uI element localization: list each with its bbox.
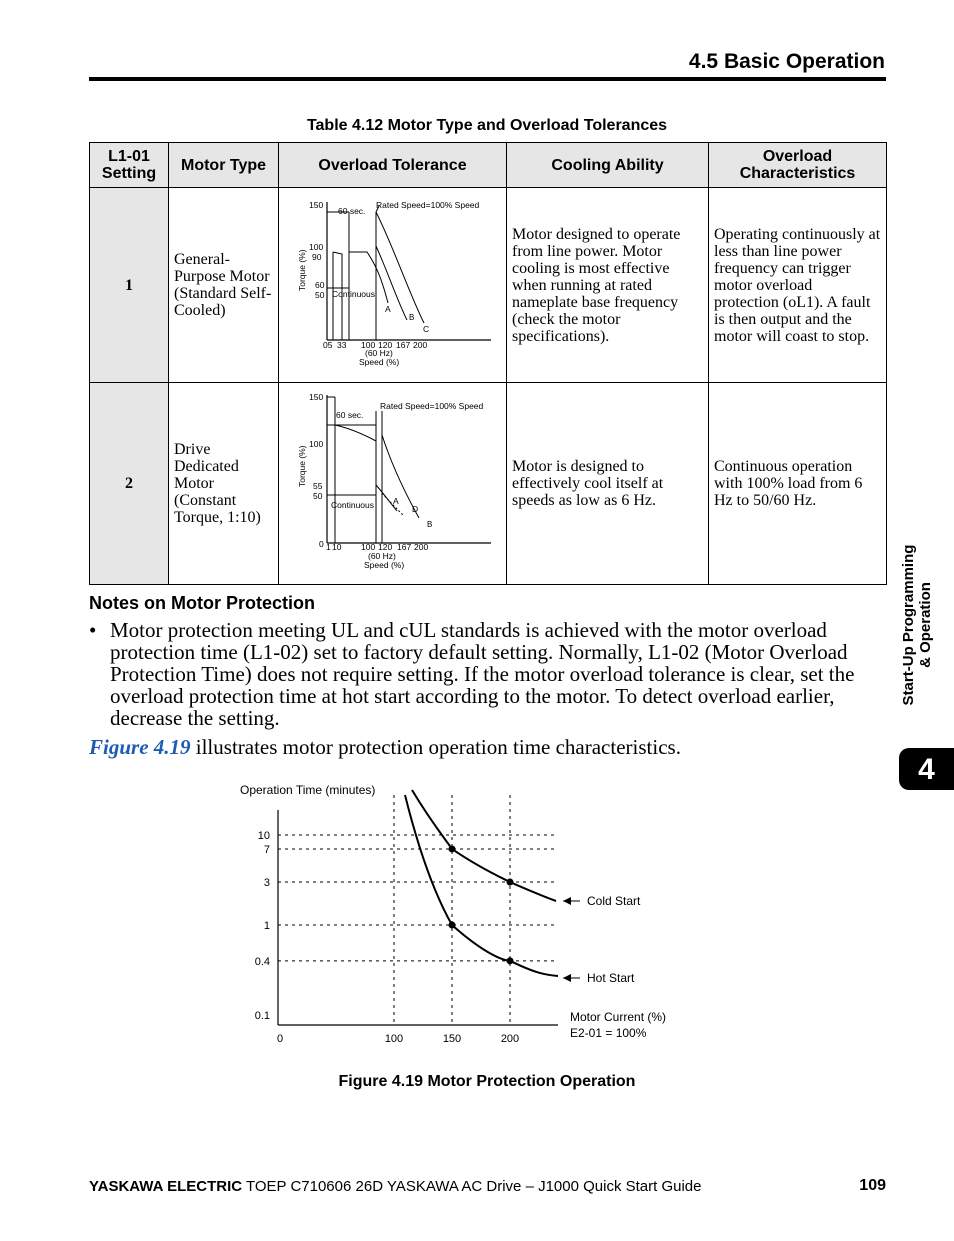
curve-label-a: A — [385, 304, 391, 314]
curve-label-c: C — [423, 324, 430, 334]
x-tick-label: 120 — [378, 340, 393, 350]
chart-y-ticks — [255, 830, 270, 1022]
x-axis-label: Speed (%) — [364, 560, 405, 570]
table-caption: Table 4.12 Motor Type and Overload Tolerances — [306, 117, 668, 134]
y-tick-label: 0.1 — [254, 1010, 270, 1022]
curve-label-b: B — [427, 520, 433, 529]
overload-tolerance-graph-1 — [279, 188, 507, 378]
x-tick-label: 100 — [361, 340, 376, 350]
x-tick-label: 200 — [413, 340, 428, 350]
motor-type-cell: General-Purpose Motor (Standard Self-Cooled) — [169, 188, 279, 383]
overload-characteristics-cell: Continuous operation with 100% load from 6 Hz to 50/60 Hz. — [709, 383, 887, 585]
y-tick-label: 100 — [309, 439, 324, 449]
table-row — [90, 188, 887, 383]
setting-value: 2 — [90, 383, 169, 585]
x-tick-label: 33 — [337, 340, 347, 350]
y-tick-label: 1 — [263, 920, 270, 932]
curve-60s — [335, 425, 376, 441]
cooling-ability-cell: Motor designed to operate from line power. Motor cooling is most effective when running at rated nameplate base frequency (check the motor specifications). — [507, 188, 709, 383]
y-tick-label: 100 — [309, 242, 324, 252]
chapter-tab[interactable]: 4 — [899, 748, 954, 790]
col-header-setting: L1-01 Setting — [90, 143, 169, 188]
footer-text — [89, 1178, 702, 1195]
time-label: 60 sec. — [338, 206, 366, 216]
x-tick-label: 200 — [414, 542, 429, 552]
chart-grid — [278, 795, 558, 1025]
setting-value: 1 — [90, 188, 169, 383]
table-row — [90, 383, 887, 585]
footer-doc: TOEP C710606 26D YASKAWA AC Drive – J1000 Quick Start Guide — [245, 1178, 702, 1195]
x-sub-label: (60 Hz) — [365, 348, 393, 358]
chart-y-title: Operation Time (minutes) — [240, 783, 376, 797]
figure-caption: Figure 4.19 Motor Protection Operation — [338, 1073, 636, 1090]
cold-start-label: Cold Start — [587, 894, 641, 908]
motor-protection-chart — [230, 775, 710, 1050]
x-tick-label: 100 — [361, 542, 376, 552]
y-tick-label: 60 — [315, 280, 325, 290]
chapter-side-title-line-2: & Operation — [917, 582, 934, 668]
x-sub-label: (60 Hz) — [368, 551, 396, 561]
chart-x-ticks — [277, 1033, 519, 1045]
overload-tolerance-graph-2 — [279, 383, 507, 580]
motor-type-cell: Drive Dedicated Motor (Constant Torque, 1:10) — [169, 383, 279, 585]
x-tick-label: 167 — [397, 542, 412, 552]
col-header-cooling-ability: Cooling Ability — [507, 143, 709, 188]
x-tick-label: 150 — [442, 1033, 462, 1045]
chapter-side-title-line-1: Start-Up Programming — [900, 544, 917, 706]
col-header-overload-characteristics: Overload Characteristics — [709, 143, 887, 188]
figure-reference-text: illustrates motor protection operation time characteristics. — [195, 735, 681, 759]
y-tick-label: 90 — [312, 252, 322, 262]
notes-bullet-text: Motor protection meeting UL and cUL standards is achieved with the motor overload protection time (L1-02) set to factory default setting. Normally, L1-02 (Motor Overload Protection Time) does not require setting. If the motor overload tolerance is clear, set the overload protection time at hot start according to the motor. To detect overload earlier, decrease the setting. — [110, 618, 855, 730]
overload-graph-cell — [279, 188, 507, 383]
y-tick-label: 150 — [309, 200, 324, 210]
data-point-cold-start — [507, 879, 514, 886]
time-label: 60 sec. — [336, 410, 364, 420]
chart-x-title-1: Motor Current (%) — [570, 1010, 667, 1024]
rated-speed-label: Rated Speed=100% Speed — [380, 401, 484, 411]
bullet-symbol: • — [89, 618, 97, 642]
chart-x-title-2: E2-01 = 100% — [570, 1026, 647, 1040]
col-header-motor-type: Motor Type — [169, 143, 279, 188]
x-tick-label: 1 — [326, 542, 331, 552]
y-axis-label: Torque (%) — [297, 445, 307, 487]
y-tick-label: 50 — [313, 491, 323, 501]
y-axis-label: Torque (%) — [297, 249, 307, 291]
rated-speed-label: Rated Speed=100% Speed — [376, 200, 480, 210]
figure-link[interactable]: Figure 4.19 — [89, 735, 191, 759]
notes-heading: Notes on Motor Protection — [89, 593, 315, 613]
y-tick-label: 7 — [263, 843, 270, 856]
notes-bullet — [89, 619, 886, 729]
x-tick-label: 120 — [378, 542, 393, 552]
x-axis-label: Speed (%) — [359, 357, 400, 367]
x-tick-label: 100 — [384, 1033, 404, 1045]
y-tick-label: 10 — [257, 830, 270, 842]
curve-label-b: B — [409, 313, 415, 322]
x-tick-label: 05 — [323, 340, 333, 350]
page-number: 109 — [859, 1177, 886, 1194]
y-tick-label: 50 — [315, 290, 325, 300]
col-header-overload-tolerance: Overload Tolerance — [279, 143, 507, 188]
data-point-hot-start — [449, 922, 456, 929]
section-title: 4.5 Basic Operation — [688, 50, 885, 73]
header-rule — [89, 77, 886, 81]
x-tick-label: 200 — [500, 1033, 520, 1045]
y-tick-label: 55 — [313, 481, 323, 491]
figure-reference-line — [89, 735, 909, 760]
series-line-hot-start — [405, 795, 558, 976]
hot-start-label: Hot Start — [587, 971, 635, 985]
cold-arrow-head — [563, 897, 571, 905]
curve-c — [376, 212, 424, 323]
data-point-cold-start — [449, 845, 456, 852]
y-tick-label: 3 — [263, 877, 270, 890]
y-tick-label: 0 — [319, 539, 324, 549]
x-tick-label: 10 — [332, 542, 342, 552]
curve-label-d: D — [412, 504, 419, 514]
cooling-ability-cell: Motor is designed to effectively cool itself at speeds as low as 6 Hz. — [507, 383, 709, 585]
hot-arrow-head — [563, 974, 571, 982]
overload-graph-cell — [279, 383, 507, 585]
y-tick-label: 150 — [309, 392, 324, 402]
continuous-label: Continuous — [331, 500, 375, 510]
chart-points — [449, 845, 514, 964]
continuous-label: Continuous — [332, 289, 376, 299]
footer-brand: YASKAWA ELECTRIC — [89, 1178, 243, 1195]
y-tick-label: 0.4 — [254, 955, 270, 968]
x-tick-label: 167 — [396, 340, 411, 350]
overload-characteristics-cell: Operating continuously at less than line power frequency can trigger motor overload protection (oL1). A fault is then output and the motor will coast to stop. — [709, 188, 887, 383]
motor-overload-table — [89, 142, 887, 585]
curve-label-a: A — [393, 496, 399, 506]
table-header-row — [90, 143, 887, 188]
chapter-side-title — [900, 525, 934, 725]
x-tick-label: 0 — [276, 1033, 284, 1045]
curve-b — [376, 246, 407, 320]
data-point-hot-start — [507, 957, 514, 964]
